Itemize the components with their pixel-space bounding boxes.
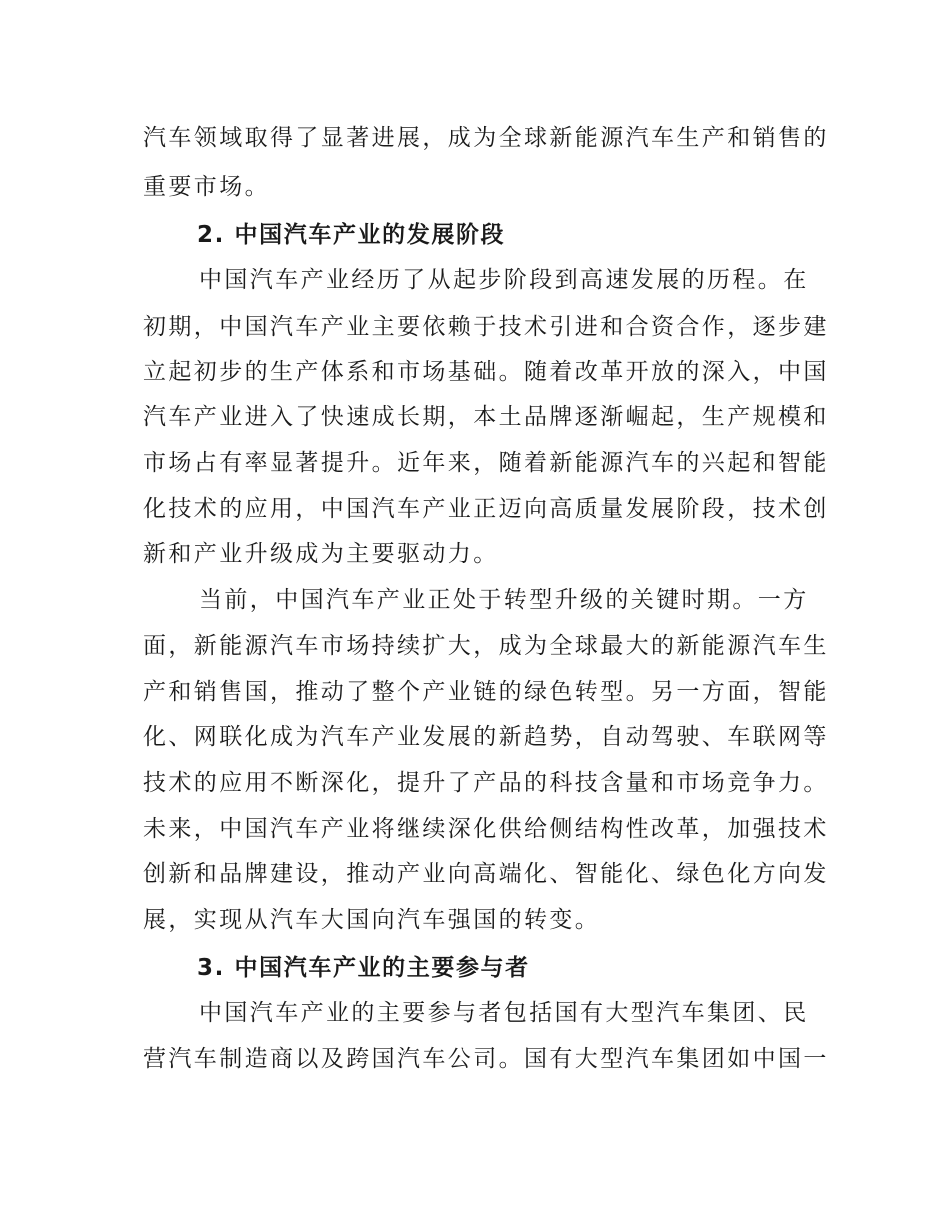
text-line: 中国汽车产业经历了从起步阶段到高速发展的历程。在 bbox=[199, 267, 809, 293]
text-line: 营汽车制造商以及跨国汽车公司。国有大型汽车集团如中国一 bbox=[143, 1046, 829, 1072]
text-line: 汽车领域取得了显著进展，成为全球新能源汽车生产和销售的 bbox=[143, 125, 829, 151]
section-heading-development-stages: 2. 中国汽车产业的发展阶段 bbox=[197, 222, 506, 248]
text-line: 重要市场。 bbox=[143, 174, 270, 200]
text-line: 产和销售国，推动了整个产业链的绿色转型。另一方面，智能 bbox=[143, 679, 829, 705]
text-line: 新和产业升级成为主要驱动力。 bbox=[143, 541, 499, 567]
text-line: 化技术的应用，中国汽车产业正迈向高质量发展阶段，技术创 bbox=[143, 496, 829, 522]
text-line: 市场占有率显著提升。近年来，随着新能源汽车的兴起和智能 bbox=[143, 450, 829, 476]
section-heading-main-participants: 3. 中国汽车产业的主要参与者 bbox=[197, 955, 530, 981]
text-line: 创新和品牌建设，推动产业向高端化、智能化、绿色化方向发 bbox=[143, 861, 829, 887]
text-line: 中国汽车产业的主要参与者包括国有大型汽车集团、民 bbox=[199, 1000, 809, 1026]
text-line: 当前，中国汽车产业正处于转型升级的关键时期。一方 bbox=[199, 587, 809, 613]
text-line: 未来，中国汽车产业将继续深化供给侧结构性改革，加强技术 bbox=[143, 816, 829, 842]
text-line: 技术的应用不断深化，提升了产品的科技含量和市场竞争力。 bbox=[143, 770, 829, 796]
text-line: 面，新能源汽车市场持续扩大，成为全球最大的新能源汽车生 bbox=[143, 633, 829, 659]
text-line: 立起初步的生产体系和市场基础。随着改革开放的深入，中国 bbox=[143, 359, 829, 385]
text-line: 汽车产业进入了快速成长期，本土品牌逐渐崛起，生产规模和 bbox=[143, 404, 829, 430]
text-line: 化、网联化成为汽车产业发展的新趋势，自动驾驶、车联网等 bbox=[143, 724, 829, 750]
text-line: 展，实现从汽车大国向汽车强国的转变。 bbox=[143, 907, 601, 933]
text-line: 初期，中国汽车产业主要依赖于技术引进和合资合作，逐步建 bbox=[143, 314, 829, 340]
